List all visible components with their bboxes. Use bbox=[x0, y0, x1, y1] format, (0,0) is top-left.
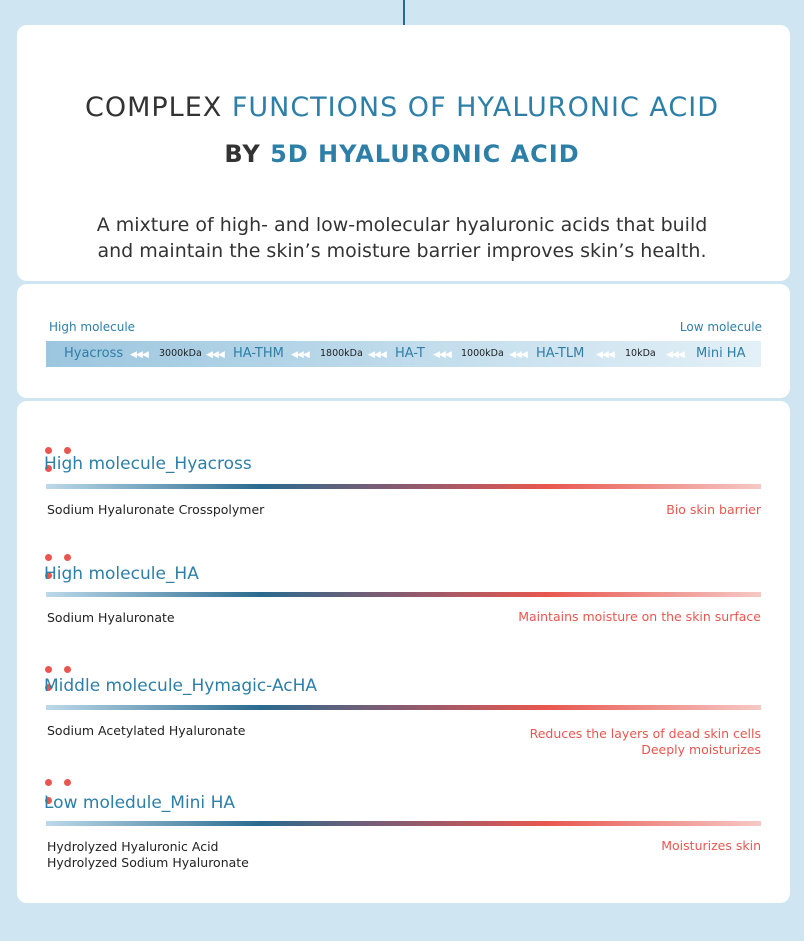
arrow-left-icon: ◀◀◀ bbox=[666, 349, 684, 359]
benefit-text bbox=[661, 838, 761, 854]
arrow-left-icon: ◀◀◀ bbox=[368, 349, 386, 359]
dots-decoration bbox=[45, 548, 95, 556]
low-molecule-label: Low molecule bbox=[679, 320, 762, 334]
molecule-weight: 3000kDa bbox=[159, 348, 202, 359]
section-title: High molecule_Hyacross bbox=[44, 454, 252, 474]
arrow-left-icon: ◀◀◀ bbox=[291, 349, 309, 359]
molecule-weight: 1000kDa bbox=[461, 348, 504, 359]
title-line1-part2: FUNCTIONS OF HYALURONIC ACID bbox=[231, 92, 720, 123]
dots-decoration bbox=[45, 773, 95, 781]
arrow-left-icon: ◀◀◀ bbox=[509, 349, 527, 359]
molecule-scale-bar bbox=[46, 341, 761, 367]
arrow-left-icon: ◀◀◀ bbox=[130, 349, 148, 359]
dots-decoration bbox=[45, 441, 95, 449]
section-title: High molecule_HA bbox=[44, 564, 199, 584]
molecule-name: HA-T bbox=[395, 346, 425, 361]
dashed-divider bbox=[35, 281, 771, 283]
description-line: A mixture of high- and low-molecular hyaluronic acids that build bbox=[96, 214, 708, 236]
ingredient-text bbox=[47, 723, 245, 739]
ingredient-text bbox=[47, 610, 175, 626]
ingredient-line: Sodium Hyaluronate bbox=[47, 610, 175, 625]
dots-decoration bbox=[45, 660, 95, 668]
benefit-text bbox=[530, 726, 761, 758]
gradient-divider bbox=[46, 705, 761, 710]
section-title: Low moledule_Mini HA bbox=[44, 793, 235, 813]
functions-card bbox=[17, 401, 790, 903]
arrow-left-icon: ◀◀◀ bbox=[206, 349, 224, 359]
title-line1-part1: COMPLEX bbox=[84, 92, 223, 123]
ingredient-line: Sodium Hyaluronate Crosspolymer bbox=[47, 502, 265, 517]
gradient-divider bbox=[46, 484, 761, 489]
gradient-divider bbox=[46, 592, 761, 597]
benefit-line: Reduces the layers of dead skin cells bbox=[529, 726, 761, 741]
ingredient-text bbox=[47, 502, 264, 518]
title-line2-part2: 5D HYALURONIC ACID bbox=[270, 140, 580, 168]
molecule-name: Hyacross bbox=[64, 346, 124, 361]
arrow-left-icon: ◀◀◀ bbox=[596, 349, 614, 359]
page-title bbox=[0, 92, 804, 123]
molecule-weight: 1800kDa bbox=[320, 348, 363, 359]
high-molecule-label: High molecule bbox=[49, 320, 136, 334]
gradient-divider bbox=[46, 821, 761, 826]
benefit-line: Bio skin barrier bbox=[666, 502, 761, 517]
arrow-left-icon: ◀◀◀ bbox=[433, 349, 451, 359]
benefit-text bbox=[666, 502, 761, 518]
intro-description bbox=[0, 212, 804, 264]
dashed-divider bbox=[35, 398, 771, 400]
section-title: Middle molecule_Hymagic-AcHA bbox=[44, 676, 318, 696]
benefit-line: Moisturizes skin bbox=[661, 838, 761, 853]
benefit-line: Deeply moisturizes bbox=[641, 742, 761, 757]
molecule-weight: 10kDa bbox=[625, 348, 656, 359]
ingredient-line: Hydrolyzed Sodium Hyaluronate bbox=[47, 855, 249, 870]
molecule-name: HA-TLM bbox=[536, 346, 585, 361]
molecule-name: HA-THM bbox=[233, 346, 284, 361]
title-line2-part1: BY bbox=[224, 140, 261, 168]
ingredient-text bbox=[47, 839, 249, 871]
molecule-name: Mini HA bbox=[696, 346, 746, 361]
description-line: and maintain the skin’s moisture barrier improves skin’s health. bbox=[97, 240, 707, 262]
benefit-line: Maintains moisture on the skin surface bbox=[518, 609, 761, 624]
benefit-text bbox=[518, 609, 761, 625]
ingredient-line: Hydrolyzed Hyaluronic Acid bbox=[47, 839, 219, 854]
ingredient-line: Sodium Acetylated Hyaluronate bbox=[47, 723, 246, 738]
page-subtitle bbox=[0, 140, 804, 168]
